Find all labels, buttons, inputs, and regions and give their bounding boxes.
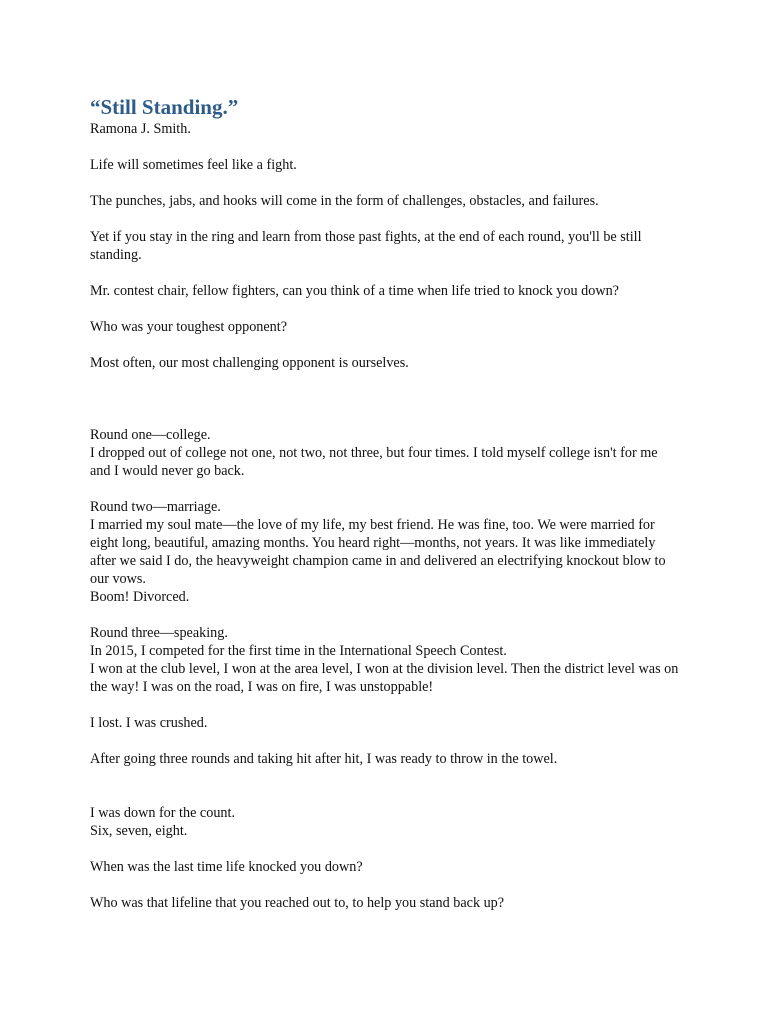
round-two-heading: Round two—marriage. <box>90 499 221 515</box>
count-line-1: I was down for the count. <box>90 805 235 821</box>
lost-paragraph: I lost. I was crushed. <box>90 715 208 731</box>
round-three-heading: Round three—speaking. <box>90 625 228 641</box>
count-line-2: Six, seven, eight. <box>90 823 188 839</box>
intro-paragraph-3: Yet if you stay in the ring and learn from those past fights, at the end of each round, you'll be still standing. <box>90 229 642 263</box>
round-two-body: I married my soul mate—the love of my life, my best friend. He was fine, too. We were married for eight long, beautiful, amazing months. You heard right—months, not years. It was like immediately after we said I do, the heavyweight champion came in and delivered an electrifying knockout blow to our vows. <box>90 517 666 587</box>
intro-paragraph-6: Most often, our most challenging opponent is ourselves. <box>90 355 409 371</box>
round-three-line-2: I won at the club level, I won at the area level, I won at the division level. Then the district level was on the way! I was on the road, I was on fire, I was unstoppable! <box>90 661 679 695</box>
intro-paragraph-5: Who was your toughest opponent? <box>90 319 288 335</box>
towel-paragraph: After going three rounds and taking hit after hit, I was ready to throw in the towel. <box>90 751 558 767</box>
round-two-boom: Boom! Divorced. <box>90 589 190 605</box>
question-paragraph-2: Who was that lifeline that you reached out to, to help you stand back up? <box>90 895 505 911</box>
document-title: “Still Standing.” <box>90 95 239 119</box>
author-line: Ramona J. Smith. <box>90 121 191 137</box>
question-paragraph-1: When was the last time life knocked you down? <box>90 859 363 875</box>
document-page <box>90 94 680 912</box>
round-three-line-1: In 2015, I competed for the first time in the International Speech Contest. <box>90 643 507 659</box>
round-one-body: I dropped out of college not one, not two, not three, but four times. I told myself college isn't for me and I would never go back. <box>90 445 658 479</box>
intro-paragraph-2: The punches, jabs, and hooks will come in the form of challenges, obstacles, and failures. <box>90 193 599 209</box>
round-one-heading: Round one—college. <box>90 427 211 443</box>
intro-paragraph-1: Life will sometimes feel like a fight. <box>90 157 297 173</box>
intro-paragraph-4: Mr. contest chair, fellow fighters, can you think of a time when life tried to knock you down? <box>90 283 619 299</box>
